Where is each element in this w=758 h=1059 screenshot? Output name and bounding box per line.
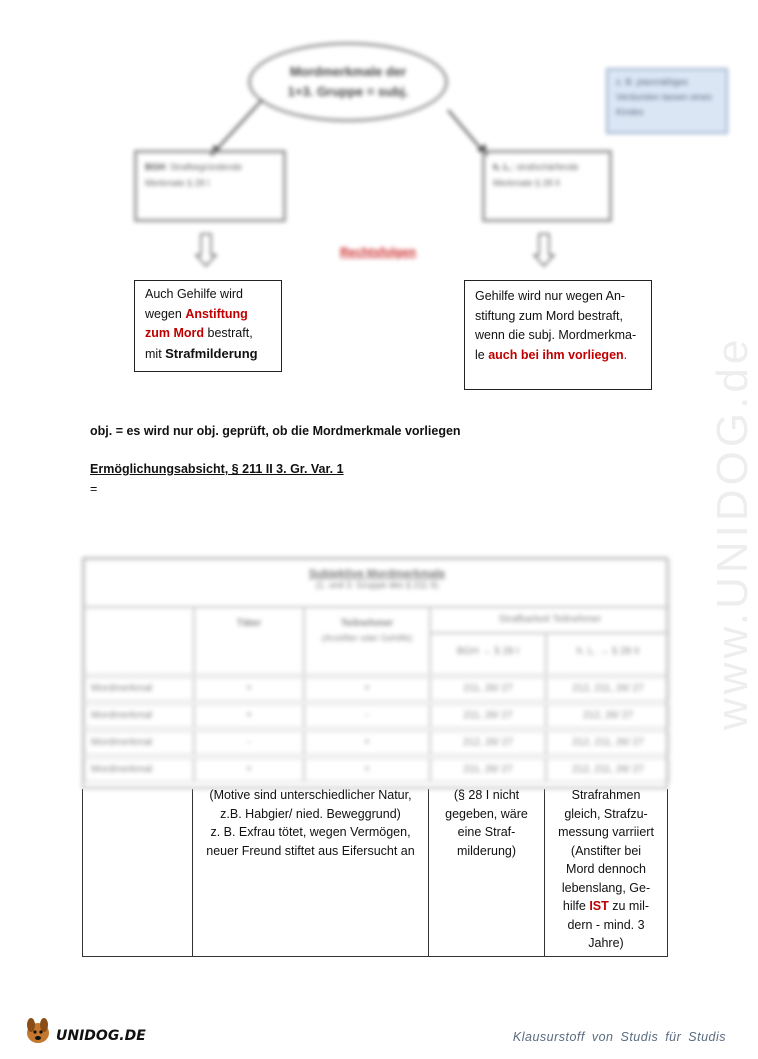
table-subtitle: (1. und 3. Gruppe des § 211 II) xyxy=(315,580,439,590)
result-hl-line4: le auch bei ihm vorliegen. xyxy=(475,347,628,362)
hl-note-line: lebenslang, Ge- xyxy=(561,880,651,895)
hl-note-line: Strafrahmen xyxy=(571,788,641,802)
result-hl-line1: Gehilfe wird nur wegen An- xyxy=(475,289,626,303)
table-blurred-area: Subjektive Mordmerkmale (1. und 3. Gruppe des § 211 II) Täter Teilnehmer (Anstifter oder Gehilfe) Strafbarkeit Teilnehmer BGH → § 28 I h. L. → § 28 II Mordmerkmal + + 211, 26/ 27 212, 211, 26/ 27 Mordmerkmal + - 211, 26/ 27 212, 26/ 27 Mordmerkmal - + 212, 26/ 27 212, 211, 26/ 27 Mordmerkmal + + 211, 26/ 27 212, 211, 26/ 27 xyxy=(82,557,668,789)
example-line: neuer Freund stiftet aus Eifersucht an xyxy=(206,843,415,858)
down-arrow-left-icon xyxy=(194,233,218,267)
header-empty xyxy=(84,607,194,675)
result-bgh-line3: zum Mord bestraft, xyxy=(145,326,253,340)
diagram-connectors xyxy=(0,0,750,260)
unidog-logo xyxy=(22,1013,162,1047)
section-heading: Ermöglichungsabsicht, § 211 II 3. Gr. Var. 1 xyxy=(90,462,344,476)
result-bgh-line4: mit Strafmilderung xyxy=(145,345,258,361)
consequences-heading: Rechtsfolgen xyxy=(340,245,417,259)
header-hl: h. L. → § 28 II xyxy=(546,633,670,675)
bgh-label: BGH xyxy=(145,162,165,172)
bgh-note-cell xyxy=(429,786,544,860)
hl-label: h. L. xyxy=(493,162,512,172)
down-arrow-right-icon xyxy=(532,233,556,267)
side-note: z. B. planmäßiges Verdursten lassen eines Kindes xyxy=(606,68,728,134)
result-hl-line3: wenn die subj. Mordmerkma- xyxy=(475,328,637,342)
result-bgh-line2: wegen Anstiftung xyxy=(145,306,248,321)
bgh-box xyxy=(134,150,286,222)
hl-box xyxy=(482,150,612,222)
hl-note-line: (Anstifter bei xyxy=(570,843,642,858)
result-bgh-line1: Auch Gehilfe wird xyxy=(145,287,243,301)
watermark: www.UNIDOG.de xyxy=(708,335,757,730)
example-line: (Motive sind unterschiedlicher Natur, xyxy=(209,788,412,802)
example-line: z. B. Exfrau tötet, wegen Vermögen, xyxy=(210,825,411,839)
bgh-note-line: milderung) xyxy=(456,843,517,858)
table-title: Subjektive Mordmerkmale xyxy=(308,568,446,580)
result-box-bgh xyxy=(134,280,282,372)
bgh-note-line: gegeben, wäre xyxy=(445,806,528,821)
hl-note-line: Mord dennoch xyxy=(566,862,646,876)
equals-sign: = xyxy=(90,482,98,496)
obj-definition: obj. = es wird nur obj. geprüft, ob die Mordmerkmale vorliegen xyxy=(90,424,461,438)
result-box-hl xyxy=(464,280,652,390)
header-taeter: Täter xyxy=(194,607,304,675)
example-line: z.B. Habgier/ nied. Beweggrund) xyxy=(220,806,401,821)
header-teilnehmer: Teilnehmer (Anstifter oder Gehilfe) xyxy=(304,607,430,675)
bgh-note-line: (§ 28 I nicht xyxy=(453,788,520,802)
header-bgh: BGH → § 28 I xyxy=(430,633,546,675)
result-hl-line2: stiftung zum Mord bestraft, xyxy=(475,308,623,323)
hl-note-line: hilfe IST zu mil- xyxy=(562,899,650,913)
hl-text: : strafschärfende Merkmale § 28 II xyxy=(493,162,579,188)
hl-note-line: Jahre) xyxy=(588,936,624,950)
example-cell xyxy=(193,786,428,860)
svg-text:UNIDOG.DE: UNIDOG.DE xyxy=(56,1028,146,1044)
ellipse-text: Mordmerkmale der 1+3. Gruppe = subj. xyxy=(287,64,409,99)
hl-note-cell xyxy=(545,786,667,953)
bgh-text: : Strafbegründende Merkmale § 28 I xyxy=(145,162,243,188)
hl-note-line: gleich, Strafzu- xyxy=(564,806,648,821)
dog-logo-icon xyxy=(22,1013,162,1047)
hl-note-line: dern - mind. 3 xyxy=(567,917,645,932)
footer-tagline: Klausurstoff von Studis für Studis xyxy=(512,1030,726,1044)
bgh-note-line: eine Straf- xyxy=(457,825,516,839)
header-strafbarkeit: Strafbarkeit Teilnehmer xyxy=(430,607,670,633)
table-title-cell xyxy=(84,559,670,607)
hl-note-line: messung varriiert xyxy=(558,825,654,839)
